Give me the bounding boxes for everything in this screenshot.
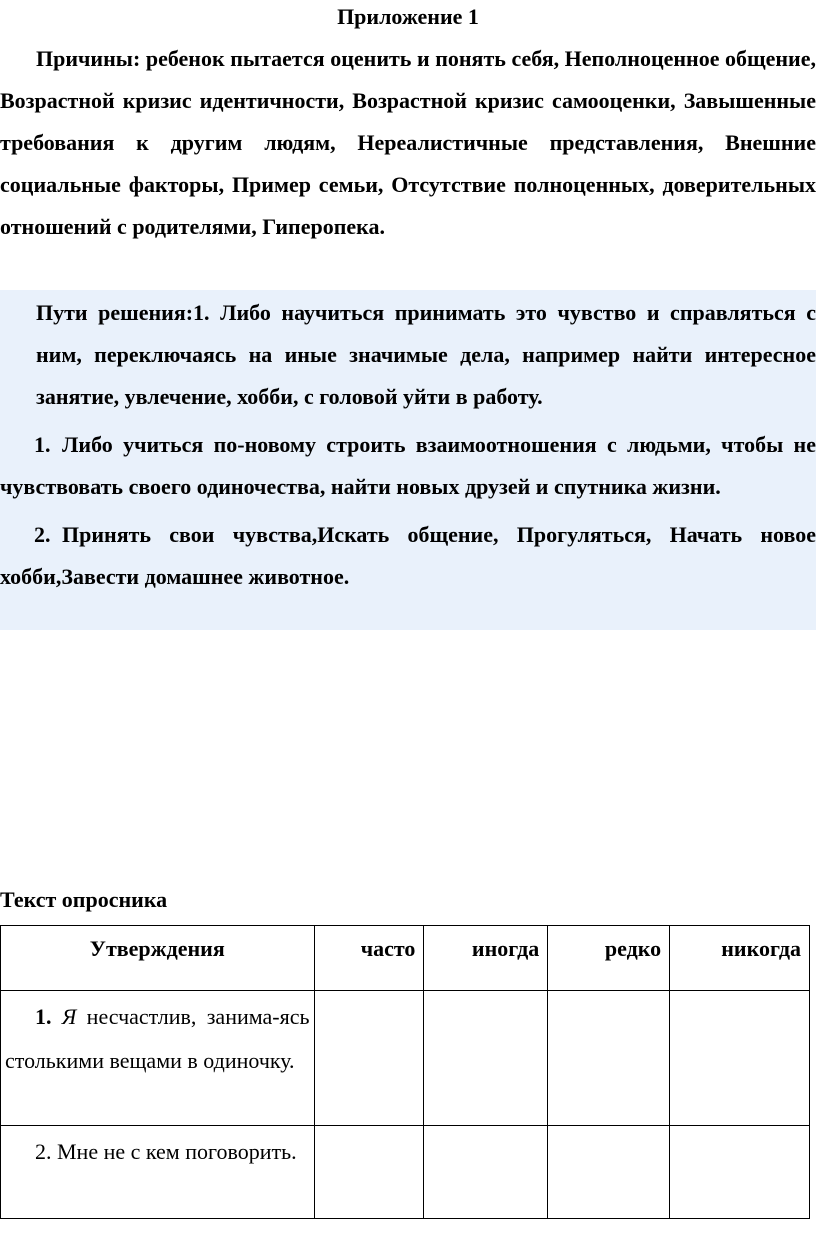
answer-cell-never[interactable] xyxy=(670,1126,810,1219)
solution-item-2-text: Принять свои чувства,Искать общение, Прогуляться, Начать новое хобби,Завести домашнее животное. xyxy=(0,522,816,589)
reasons-text: Причины: ребенок пытается оценить и понять себя, Неполноценное общение, Возрастной кризис идентичности, Возрастной кризис самооценки, Завышенные требования к другим людям, Нереалистичные представления, Внешние социальные факторы, Пример семьи, Отсутствие полноценных, доверительных отношений с родителями, Гиперопека. xyxy=(0,46,816,239)
solutions-block xyxy=(0,290,816,630)
answer-cell-rarely[interactable] xyxy=(548,991,670,1126)
solutions-intro: Пути решения:1. Либо научиться принимать это чувство и справляться с ним, переключаясь на иные значимые дела, например найти интересное занятие, увлечение, хобби, с головой уйти в работу. xyxy=(36,300,816,409)
header-rarely: редко xyxy=(548,926,670,991)
header-statements: Утверждения xyxy=(1,926,315,991)
statement-cell xyxy=(1,1126,315,1219)
statement-number: 2. xyxy=(35,1139,52,1164)
statement-text: Мне не с кем поговорить. xyxy=(51,1139,297,1164)
solution-item-2 xyxy=(0,508,816,598)
answer-cell-often[interactable] xyxy=(314,991,424,1126)
table-row xyxy=(1,1126,810,1219)
questionnaire-title: Текст опросника xyxy=(0,887,168,912)
solution-item-1-number: 1. xyxy=(34,432,51,457)
statement-text: несчастлив, занима-ясь столькими вещами в одиночку. xyxy=(5,1004,310,1073)
reasons-paragraph xyxy=(0,38,816,248)
statement-italic: Я xyxy=(61,1004,77,1029)
answer-cell-never[interactable] xyxy=(670,991,810,1126)
statement-cell xyxy=(1,991,315,1126)
solution-item-1-text: Либо учиться по-новому строить взаимоотношения с людьми, чтобы не чувствовать своего одиночества, найти новых друзей и спутника жизни. xyxy=(0,432,816,499)
answer-cell-often[interactable] xyxy=(314,1126,424,1219)
header-sometimes: иногда xyxy=(424,926,548,991)
table-row xyxy=(1,991,810,1126)
header-never: никогда xyxy=(670,926,810,991)
table-header-row xyxy=(1,926,810,991)
answer-cell-sometimes[interactable] xyxy=(424,1126,548,1219)
header-often: часто xyxy=(314,926,424,991)
page-title: Приложение 1 xyxy=(337,4,479,29)
solution-item-2-number: 2. xyxy=(34,522,51,547)
answer-cell-rarely[interactable] xyxy=(548,1126,670,1219)
statement-number: 1. xyxy=(35,1004,52,1029)
questionnaire-table xyxy=(0,925,810,1219)
solution-item-1 xyxy=(0,418,816,508)
answer-cell-sometimes[interactable] xyxy=(424,991,548,1126)
